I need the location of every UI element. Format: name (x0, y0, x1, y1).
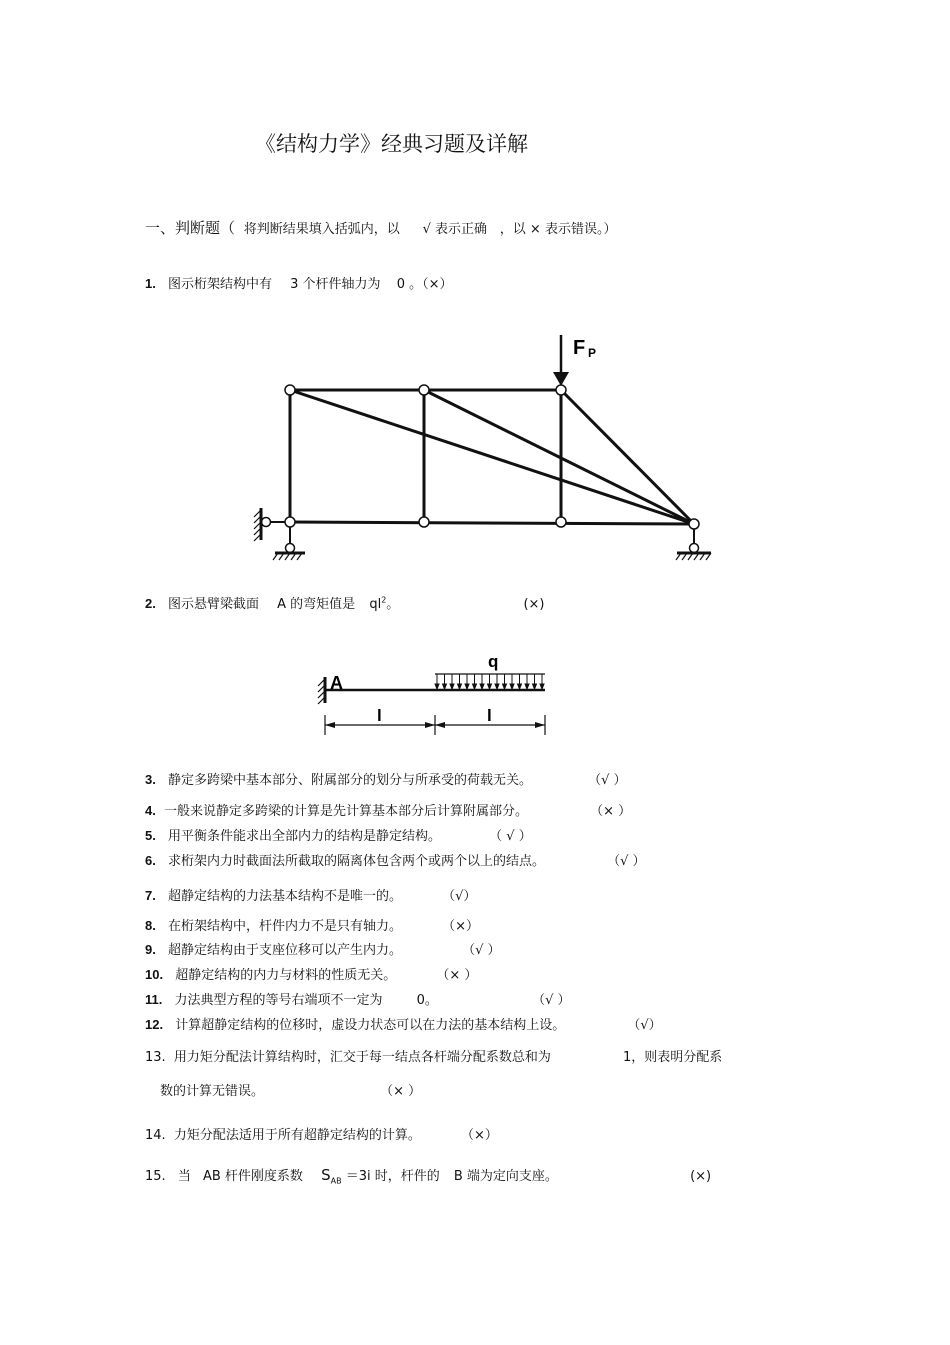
instruction-a: 将判断结果填入括弧内，以 (243, 222, 400, 237)
answer: （× ） (380, 1084, 422, 1099)
question-12 (145, 1014, 662, 1033)
question-3 (145, 769, 627, 788)
answer: （× ） (436, 968, 478, 983)
load-label-sub: P (588, 346, 597, 360)
question-text: 图示桁架结构中有 (167, 277, 272, 292)
question-number: 13. (145, 1050, 166, 1065)
question-number: 9. (145, 942, 156, 957)
question-text-2: AB 杆件刚度系数 (202, 1169, 303, 1184)
question-9 (145, 939, 501, 958)
question-text-3: ql (369, 597, 382, 612)
section-heading (145, 217, 616, 238)
question-text: 静定多跨梁中基本部分、附属部分的划分与所承受的荷载无关。 (167, 773, 532, 788)
answer: （× ） (590, 804, 632, 819)
distributed-load-icon (435, 674, 544, 689)
question-text-cont: 数的计算无错误。 (160, 1084, 265, 1099)
question-number: 8. (145, 918, 156, 933)
instruction-b: √ 表示正确 (422, 222, 488, 237)
question-13 (145, 1046, 722, 1065)
answer: （×） (460, 1128, 498, 1143)
question-text: 图示悬臂梁截面 (167, 597, 259, 612)
question-text-4: B 端为定向支座。 (453, 1169, 558, 1184)
answer: (×) (690, 1169, 712, 1184)
question-text-4: 。 (386, 597, 400, 612)
question-text-2: A 的弯矩值是 (277, 597, 356, 612)
superscript: 2 (381, 595, 387, 605)
question-text: 超静定结构的力法基本结构不是唯一的。 (167, 889, 402, 904)
left-support-icon (254, 508, 305, 560)
question-4 (145, 800, 631, 819)
truss-figure (245, 330, 725, 570)
answer: （×） (442, 919, 480, 934)
question-text-3: 0 。（×） (396, 277, 453, 292)
question-6 (145, 850, 646, 869)
question-number: 3. (145, 772, 156, 787)
question-text: 一般来说静定多跨梁的计算是先计算基本部分后计算附属部分。 (163, 804, 528, 819)
load-label: q (488, 652, 499, 671)
question-8 (145, 915, 479, 934)
answer: （√） (627, 1018, 662, 1033)
answer: （√） (442, 889, 477, 904)
question-number: 11. (145, 992, 163, 1007)
question-text: 用平衡条件能求出全部内力的结构是静定结构。 (167, 829, 441, 844)
instruction-c: ，以 × 表示错误。） (499, 222, 617, 237)
question-text: 用力矩分配法计算结构时，汇交于每一结点各杆端分配系数总和为 (173, 1050, 551, 1065)
question-2 (145, 593, 544, 612)
answer: （√ ） (462, 943, 501, 958)
question-text-2: 3 个杆件轴力为 (290, 277, 381, 292)
span-label-1: l (377, 706, 382, 725)
section-title: 一、判断题（ (145, 219, 236, 237)
answer: （ √ ） (489, 829, 532, 844)
answer: （√ ） (588, 773, 627, 788)
question-text: 当 (177, 1169, 191, 1184)
question-number: 2. (145, 596, 156, 611)
question-text-2: 1，则表明分配系 (622, 1050, 723, 1065)
question-text-2: 0。 (416, 993, 438, 1008)
question-number: 10. (145, 967, 164, 982)
question-15 (145, 1165, 711, 1186)
answer: (×) (523, 597, 545, 612)
question-1 (145, 273, 452, 292)
question-number: 4. (145, 803, 156, 818)
question-text: 力法典型方程的等号右端项不一定为 (174, 993, 383, 1008)
answer: （√ ） (532, 993, 571, 1008)
question-number: 14. (145, 1128, 166, 1143)
answer: （√ ） (607, 854, 646, 869)
question-13-line-2 (160, 1080, 421, 1099)
question-text: 在桁架结构中，杆件内力不是只有轴力。 (167, 919, 402, 934)
stiffness-symbol: S (321, 1166, 331, 1184)
support-label: A (330, 673, 343, 693)
question-14 (145, 1124, 498, 1143)
question-11 (145, 989, 571, 1008)
question-number: 6. (145, 853, 156, 868)
subscript: AB (330, 1176, 342, 1186)
page-title: 《结构力学》经典习题及详解 (255, 132, 528, 156)
question-number: 7. (145, 888, 156, 903)
right-support-icon (676, 529, 711, 560)
question-number: 1. (145, 276, 156, 291)
question-text-3: ＝3i 时，杆件的 (345, 1169, 440, 1184)
question-number: 15. (145, 1169, 166, 1184)
question-text: 超静定结构由于支座位移可以产生内力。 (167, 943, 402, 958)
question-10 (145, 964, 477, 983)
arrow-head-icon (553, 372, 569, 386)
cantilever-figure (305, 645, 565, 745)
question-text: 求桁架内力时截面法所截取的隔离体包含两个或两个以上的结点。 (167, 854, 545, 869)
question-5 (145, 825, 532, 844)
question-text: 计算超静定结构的位移时，虚设力状态可以在力法的基本结构上设。 (175, 1018, 566, 1033)
load-label: F (573, 337, 586, 359)
question-number: 5. (145, 828, 156, 843)
span-label-2: l (487, 706, 492, 725)
question-7 (145, 885, 476, 904)
question-number: 12. (145, 1017, 164, 1032)
question-text: 力矩分配法适用于所有超静定结构的计算。 (173, 1128, 421, 1143)
question-text: 超静定结构的内力与材料的性质无关。 (175, 968, 397, 983)
